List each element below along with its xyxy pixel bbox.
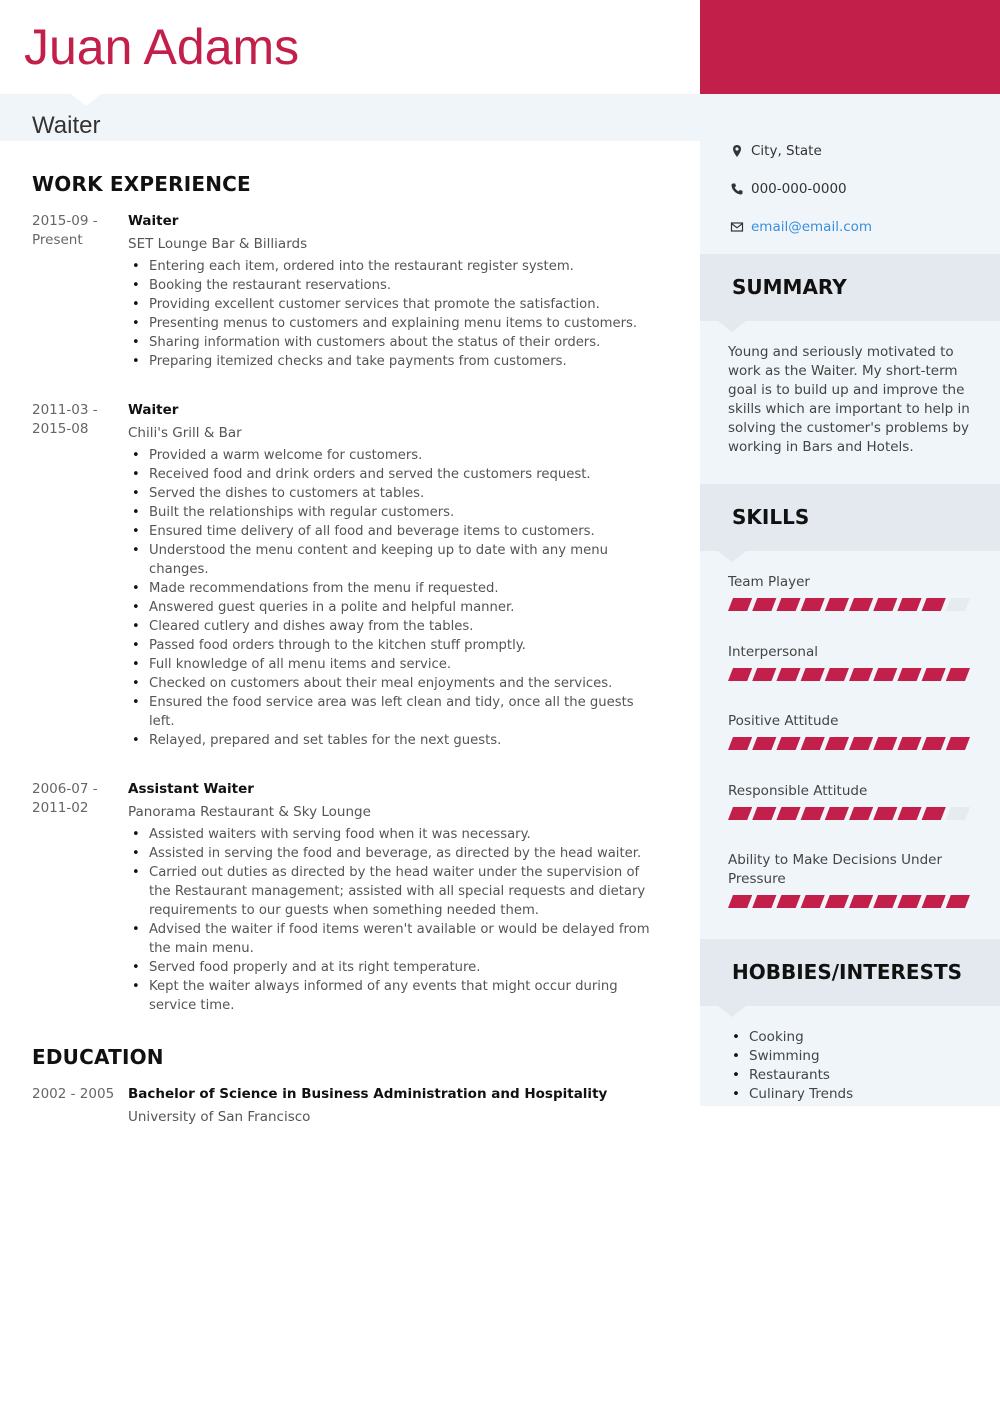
education-heading: EDUCATION — [32, 1045, 164, 1069]
duty-item: • Provided a warm welcome for customers. — [128, 446, 662, 465]
school-name: University of San Francisco — [128, 1109, 311, 1125]
date-start: 2006-07 - — [32, 781, 98, 797]
skill-name: Ability to Make Decisions Under Pressure — [728, 852, 942, 887]
duty-item: • Presenting menus to customers and explaining menu items to customers. — [128, 314, 662, 333]
envelope-icon — [730, 220, 744, 234]
experience-entry — [32, 780, 662, 1015]
header-accent-block — [700, 0, 1000, 94]
duty-item: • Full knowledge of all menu items and service. — [128, 655, 662, 674]
summary-heading: SUMMARY — [732, 275, 847, 299]
hobby-item: • Swimming — [728, 1047, 853, 1066]
summary-header — [700, 254, 1000, 321]
contact-email[interactable] — [730, 219, 872, 235]
duty-item: • Understood the menu content and keeping up to date with any menu changes. — [128, 541, 662, 579]
skill-item — [728, 851, 978, 909]
skill-segment-filled — [922, 807, 946, 820]
education-date: 2002 - 2005 — [32, 1086, 115, 1102]
education-list — [32, 1085, 662, 1130]
skill-segment-filled — [728, 807, 752, 820]
skill-segment-filled — [946, 737, 970, 750]
skill-segment-filled — [873, 668, 897, 681]
hobbies-header — [700, 939, 1000, 1006]
skill-rating-bar — [728, 668, 978, 682]
duty-item: • Sharing information with customers about the status of their orders. — [128, 333, 662, 352]
skill-item — [728, 782, 978, 821]
hobby-item: • Restaurants — [728, 1066, 853, 1085]
skill-item — [728, 712, 978, 751]
duty-item: • Ensured the food service area was left clean and tidy, once all the guests left. — [128, 693, 662, 731]
skill-segment-filled — [776, 895, 800, 908]
skill-segment-filled — [922, 668, 946, 681]
skill-segment-filled — [728, 668, 752, 681]
skill-rating-bar — [728, 598, 978, 612]
candidate-name: Juan Adams — [24, 19, 300, 75]
email-link[interactable]: email@email.com — [751, 219, 873, 235]
duty-item: • Assisted in serving the food and beverage, as directed by the head waiter. — [128, 844, 662, 863]
skills-heading: SKILLS — [732, 505, 810, 529]
skill-segment-filled — [849, 668, 873, 681]
date-start: 2015-09 - — [32, 213, 98, 229]
entry-date — [32, 212, 128, 371]
map-pin-icon — [730, 144, 744, 158]
duty-item: • Ensured time delivery of all food and beverage items to customers. — [128, 522, 662, 541]
phone-icon — [730, 182, 744, 196]
summary-notch — [718, 321, 746, 332]
duty-item: • Served food properly and at its right temperature. — [128, 958, 662, 977]
skill-segment-filled — [776, 807, 800, 820]
skill-segment-filled — [922, 737, 946, 750]
skill-segment-filled — [897, 895, 921, 908]
duty-item: • Answered guest queries in a polite and helpful manner. — [128, 598, 662, 617]
duty-item: • Relayed, prepared and set tables for the next guests. — [128, 731, 662, 750]
skill-segment-filled — [825, 895, 849, 908]
title-band — [0, 94, 700, 141]
duty-item: • Entering each item, ordered into the restaurant register system. — [128, 257, 662, 276]
job-role: Assistant Waiter — [128, 781, 254, 797]
title-notch — [71, 94, 101, 106]
skill-segment-filled — [873, 807, 897, 820]
job-title: Waiter — [32, 112, 101, 139]
skill-segment-filled — [728, 598, 752, 611]
duty-item: • Built the relationships with regular customers. — [128, 503, 662, 522]
contact-phone — [730, 181, 847, 197]
experience-list — [32, 212, 662, 1015]
duty-item: • Served the dishes to customers at tables. — [128, 484, 662, 503]
entry-body — [128, 780, 662, 1015]
employer-name: Chili's Grill & Bar — [128, 425, 242, 441]
skill-segment-filled — [873, 895, 897, 908]
duty-item: • Preparing itemized checks and take payments from customers. — [128, 352, 662, 371]
skill-name: Interpersonal — [728, 644, 818, 660]
skill-segment-filled — [752, 668, 776, 681]
experience-entry — [32, 401, 662, 750]
skill-segment-filled — [849, 737, 873, 750]
skill-segment-filled — [873, 737, 897, 750]
employer-name: Panorama Restaurant & Sky Lounge — [128, 804, 371, 820]
skill-segment-filled — [946, 895, 970, 908]
skill-segment-filled — [849, 598, 873, 611]
skill-segment-filled — [776, 737, 800, 750]
skill-segment-filled — [776, 598, 800, 611]
skill-name: Positive Attitude — [728, 713, 839, 729]
job-role: Waiter — [128, 402, 179, 418]
skill-segment-filled — [801, 737, 825, 750]
hobby-item: • Culinary Trends — [728, 1085, 853, 1104]
skill-segment-filled — [728, 895, 752, 908]
phone-text: 000-000-0000 — [751, 181, 847, 197]
duty-item: • Checked on customers about their meal enjoyments and the services. — [128, 674, 662, 693]
entry-body — [128, 212, 662, 371]
date-end: 2015-08 — [32, 421, 89, 437]
entry-date — [32, 780, 128, 1015]
hobbies-list — [728, 1028, 853, 1104]
skills-header — [700, 484, 1000, 551]
skill-segment-filled — [752, 807, 776, 820]
skill-segment-filled — [825, 668, 849, 681]
degree-name: Bachelor of Science in Business Administration and Hospitality — [128, 1086, 608, 1102]
experience-heading: WORK EXPERIENCE — [32, 172, 251, 196]
contact-location — [730, 143, 822, 159]
hobby-item: • Cooking — [728, 1028, 853, 1047]
entry-date — [32, 401, 128, 750]
date-end: 2011-02 — [32, 800, 89, 816]
skill-segment-filled — [897, 598, 921, 611]
skill-segment-filled — [825, 598, 849, 611]
duty-item: • Received food and drink orders and served the customers request. — [128, 465, 662, 484]
skill-name: Team Player — [728, 574, 810, 590]
education-entry — [32, 1085, 662, 1130]
skill-segment-filled — [801, 895, 825, 908]
experience-entry — [32, 212, 662, 371]
skill-item — [728, 643, 978, 682]
main-column — [32, 172, 662, 1160]
duty-list — [128, 825, 662, 1015]
location-text: City, State — [751, 143, 822, 159]
skill-segment-filled — [776, 668, 800, 681]
duty-item: • Assisted waiters with serving food when it was necessary. — [128, 825, 662, 844]
skill-segment-filled — [825, 737, 849, 750]
skill-rating-bar — [728, 807, 978, 821]
skill-rating-bar — [728, 737, 978, 751]
employer-name: SET Lounge Bar & Billiards — [128, 236, 308, 252]
skill-segment-filled — [752, 598, 776, 611]
skill-segment-filled — [897, 807, 921, 820]
skill-segment-filled — [801, 807, 825, 820]
skill-segment-filled — [801, 668, 825, 681]
duty-item: • Providing excellent customer services that promote the satisfaction. — [128, 295, 662, 314]
skill-segment-filled — [946, 668, 970, 681]
skill-item — [728, 573, 978, 612]
skill-name: Responsible Attitude — [728, 783, 868, 799]
duty-item: • Passed food orders through to the kitchen stuff promptly. — [128, 636, 662, 655]
hobbies-notch — [718, 1006, 746, 1017]
skill-segment-filled — [728, 737, 752, 750]
skill-segment-filled — [825, 807, 849, 820]
job-role: Waiter — [128, 213, 179, 229]
skill-segment-filled — [801, 598, 825, 611]
skill-segment-filled — [849, 807, 873, 820]
skill-segment-filled — [873, 598, 897, 611]
skill-segment-filled — [752, 737, 776, 750]
skill-segment-filled — [849, 895, 873, 908]
hobbies-heading: HOBBIES/INTERESTS — [732, 960, 963, 984]
skill-segment-filled — [922, 895, 946, 908]
skill-segment-filled — [752, 895, 776, 908]
duty-list — [128, 446, 662, 750]
summary-text: Young and seriously motivated to work as the Waiter. My short-term goal is to build up and improve the skills which are important to help in solving the customer's problems by working in Bars and Hotels. — [728, 344, 970, 455]
duty-item: • Advised the waiter if food items weren't available or would be delayed from the main menu. — [128, 920, 662, 958]
duty-item: • Carried out duties as directed by the head waiter under the supervision of the Restaurant management; assisted with all special requests and dietary requirements to our guests when something needed them. — [128, 863, 662, 920]
duty-item: • Cleared cutlery and dishes away from the tables. — [128, 617, 662, 636]
duty-item: • Made recommendations from the menu if requested. — [128, 579, 662, 598]
education-body — [128, 1085, 662, 1130]
skill-segment-filled — [897, 737, 921, 750]
skill-segment-filled — [897, 668, 921, 681]
date-end: Present — [32, 232, 83, 248]
skills-notch — [718, 551, 746, 562]
date-start: 2011-03 - — [32, 402, 98, 418]
skill-rating-bar — [728, 895, 978, 909]
skill-segment-empty — [946, 807, 970, 820]
duty-list — [128, 257, 662, 371]
skill-segment-filled — [922, 598, 946, 611]
skill-segment-empty — [946, 598, 970, 611]
duty-item: • Kept the waiter always informed of any events that might occur during service time. — [128, 977, 662, 1015]
entry-body — [128, 401, 662, 750]
duty-item: • Booking the restaurant reservations. — [128, 276, 662, 295]
